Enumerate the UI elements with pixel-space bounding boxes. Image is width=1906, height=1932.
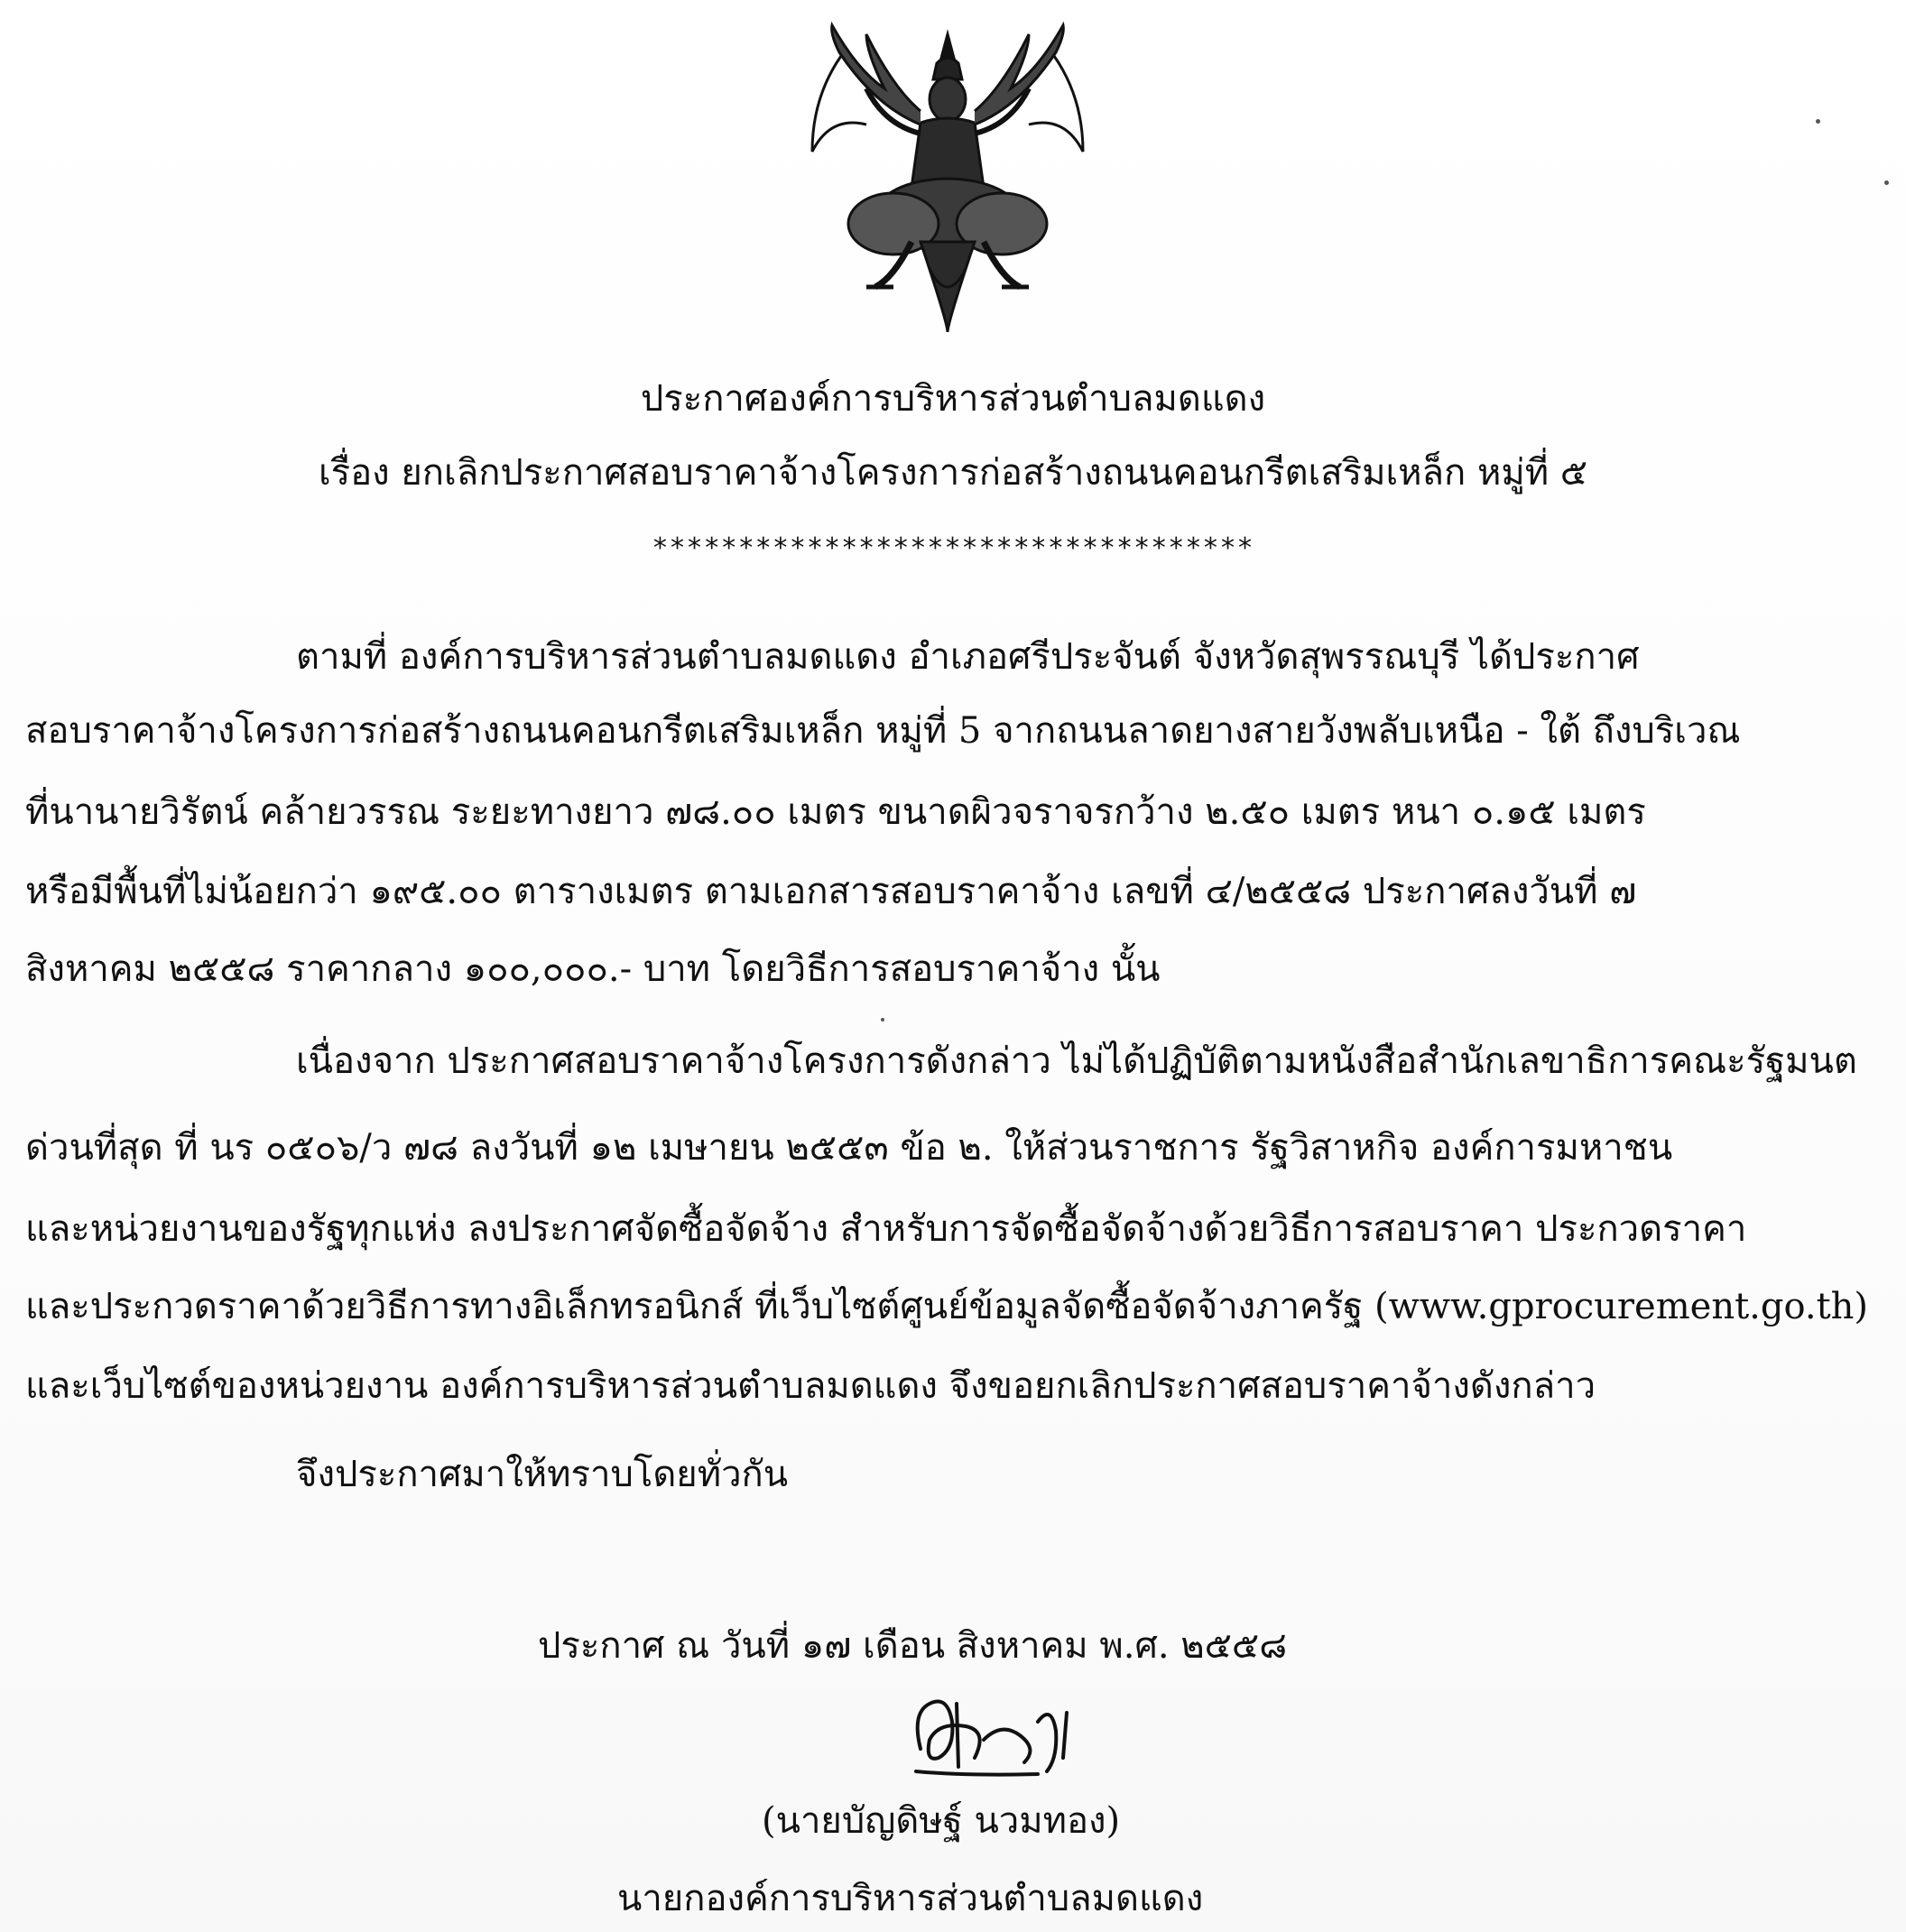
paper-speck [881, 1018, 884, 1021]
paragraph-2-line: และประกวดราคาด้วยวิธีการทางอิเล็กทรอนิกส์ ที่เว็บไซต์ศูนย์ข้อมูลจัดซื้อจัดจ้างภาครัฐ (www.gprocurement.go.th) [25, 1286, 1869, 1327]
paragraph-1-line: หรือมีพื้นที่ไม่น้อยกว่า ๑๙๕.๐๐ ตารางเมตร ตามเอกสารสอบราคาจ้าง เลขที่ ๔/๒๕๕๘ ประกาศลงวันที่ ๗ [25, 871, 1637, 912]
paragraph-1-line: สอบราคาจ้างโครงการก่อสร้างถนนคอนกรีตเสริมเหล็ก หมู่ที่ 5 จากถนนลาดยางสายวังพลับเหนือ - ใต้ ถึงบริเวณ [25, 710, 1741, 752]
paragraph-1-line: ที่นานายวิรัตน์ คล้ายวรรณ ระยะทางยาว ๗๘.๐๐ เมตร ขนาดผิวจราจรกว้าง ๒.๕๐ เมตร หนา ๐.๑๕ เมตร [25, 791, 1646, 833]
announcement-date: ประกาศ ณ วันที่ ๑๗ เดือน สิงหาคม พ.ศ. ๒๕๕๘ [538, 1625, 1288, 1667]
announcement-title: ประกาศองค์การบริหารส่วนตำบลมดแดง [640, 378, 1266, 420]
paragraph-2-line: ด่วนที่สุด ที่ นร ๐๕๐๖/ว ๗๘ ลงวันที่ ๑๒ เมษายน ๒๕๕๓ ข้อ ๒. ให้ส่วนราชการ รัฐวิสาหกิจ องค์การมหาชน [25, 1127, 1673, 1169]
handwritten-signature-icon [902, 1686, 1083, 1785]
signer-name: (นายบัญดิษฐ์ นวมทอง) [762, 1800, 1121, 1842]
signer-title: นายกองค์การบริหารส่วนตำบลมดแดง [617, 1878, 1204, 1919]
garuda-emblem-icon [776, 16, 1119, 341]
paragraph-1-line: สิงหาคม ๒๕๕๘ ราคากลาง ๑๐๐,๐๐๐.- บาท โดยวิธีการสอบราคาจ้าง นั้น [25, 948, 1161, 990]
paragraph-1-line: ตามที่ องค์การบริหารส่วนตำบลมดแดง อำเภอศรีประจันต์ จังหวัดสุพรรณบุรี ได้ประกาศ [296, 636, 1640, 678]
paragraph-2-line: และหน่วยงานของรัฐทุกแห่ง ลงประกาศจัดซื้อจัดจ้าง สำหรับการจัดซื้อจัดจ้างด้วยวิธีการสอบราคา ประกวดราคา [25, 1208, 1747, 1250]
separator-line: *********************************** [652, 532, 1254, 564]
paragraph-2-line: เนื่องจาก ประกาศสอบราคาจ้างโครงการดังกล่าว ไม่ได้ปฏิบัติตามหนังสือสำนักเลขาธิการคณะรัฐมนต [296, 1040, 1857, 1082]
closing-statement: จึงประกาศมาให้ทราบโดยทั่วกัน [296, 1454, 789, 1495]
paragraph-2-line: และเว็บไซต์ของหน่วยงาน องค์การบริหารส่วนตำบลมดแดง จึงขอยกเลิกประกาศสอบราคาจ้างดังกล่าว [25, 1365, 1596, 1407]
announcement-subject: เรื่อง ยกเลิกประกาศสอบราคาจ้างโครงการก่อสร้างถนนคอนกรีตเสริมเหล็ก หมู่ที่ ๕ [318, 452, 1588, 494]
paper-speck [1816, 119, 1820, 124]
paper-speck [1884, 180, 1889, 185]
